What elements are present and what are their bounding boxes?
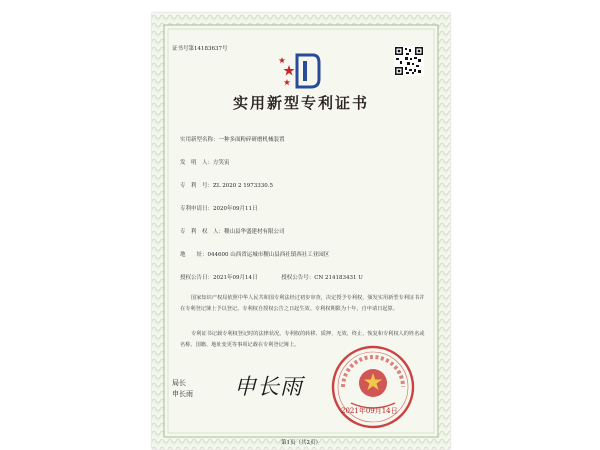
certificate-paragraph: 专利证书记载专利权登记时的法律状况。专利权的转移、质押、无效、终止、恢复和专利权人的姓名或名称、国籍、地址变更等事项记载在专利登记簿上。 bbox=[180, 331, 425, 348]
field-label: 发 明 人： bbox=[180, 160, 214, 166]
field-value: 2020年09月11日 bbox=[213, 206, 258, 212]
certificate-number: 证书号第14183637号 bbox=[172, 46, 228, 52]
cnipa-logo-icon bbox=[277, 51, 321, 91]
official-seal-icon bbox=[329, 343, 417, 431]
certificate-title: 实用新型专利证书 bbox=[232, 94, 369, 112]
field-grant-date bbox=[180, 276, 363, 282]
field-address bbox=[180, 253, 329, 259]
field-label: 实用新型名称： bbox=[180, 137, 219, 143]
field-label: 授权公告号： bbox=[281, 275, 315, 281]
director-name: 申长雨 bbox=[172, 390, 193, 398]
field-patent-number bbox=[180, 184, 273, 190]
field-label: 专 利 权 人： bbox=[180, 229, 225, 235]
field-utility-model-name bbox=[180, 138, 285, 144]
patent-certificate bbox=[152, 13, 450, 449]
field-label: 专利申请日： bbox=[180, 206, 214, 212]
field-label: 专 利 号： bbox=[180, 183, 214, 189]
field-value: 稷山县华盛建材有限公司 bbox=[224, 229, 285, 235]
certificate-paragraph: 国家知识产权局依照中华人民共和国专利法经过初步审查，决定授予专利权，颁发实用新型专利证书并在专利登记簿上予以登记。专利权自授权公告之日起生效。专利权期限为十年，自申请日起算。 bbox=[180, 295, 425, 312]
seal-date: 2021年09月14日 bbox=[341, 407, 398, 415]
director-signature: 申长雨 bbox=[234, 375, 304, 400]
page-footer: 第1页（共2页） bbox=[281, 440, 321, 446]
field-value: CN 214183431 U bbox=[314, 275, 363, 281]
field-value: ZL 2020 2 1973330.5 bbox=[213, 183, 273, 189]
director-label: 局长 bbox=[172, 379, 186, 387]
field-value: 一种多面粉碎研磨机械装置 bbox=[218, 137, 285, 143]
field-value: 方笑寅 bbox=[213, 160, 230, 166]
field-label: 地 址： bbox=[180, 252, 208, 258]
qr-code-icon bbox=[394, 46, 424, 76]
field-inventor bbox=[180, 161, 230, 167]
field-application-date bbox=[180, 207, 258, 213]
field-value: 044600 山西省运城市稷山县西社镇西社工业园区 bbox=[207, 252, 330, 258]
field-label: 授权公告日： bbox=[180, 275, 214, 281]
field-patentee bbox=[180, 230, 285, 236]
field-value: 2021年09月14日 bbox=[213, 275, 258, 281]
